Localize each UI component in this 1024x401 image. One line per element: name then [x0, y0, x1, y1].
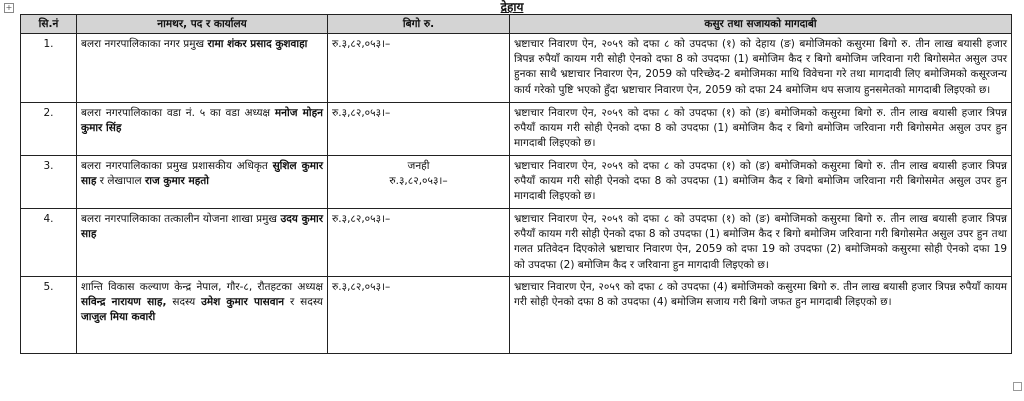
- name-person: उमेश कुमार पासवान: [201, 296, 285, 309]
- table-row: [21, 34, 1012, 103]
- name-person: सुशिल कुमार साह: [81, 160, 323, 188]
- row-amount: [328, 103, 510, 156]
- row-name: [77, 156, 328, 209]
- table-move-handle-icon[interactable]: +: [5, 3, 13, 12]
- row-sn: 4.: [21, 209, 77, 277]
- name-text: बलरा नगरपालिकाका नगर प्रमुख: [81, 38, 205, 50]
- name-text: बलरा नगरपालिकाका वडा नं. ५ का वडा अध्यक्ष: [81, 107, 271, 119]
- header-description: कसुर तथा सजायको मागदाबी: [510, 15, 1012, 34]
- amount-value: रु.३,८२,०५३।–: [332, 107, 391, 119]
- row-sn: 5.: [21, 277, 77, 354]
- amount-value: रु.३,८२,०५३।–: [389, 175, 448, 188]
- row-description: भ्रष्टाचार निवारण ऐन, २०५९ को दफा ८ को उपदफा (१) को देहाय (ङ) बमोजिमको कसुरमा बिगो रु. तीन लाख बयासी हजार त्रिपन्न रुपैयाँ कायम गरी सोही ऐनको दफा 8 को उपदफा (1) बमोजिम कैद र बिगो बमोजिम जरिवाना गरी बिगोसमेत असुल उपर हुनका साथै भ्रष्टाचार निवारण ऐन, 2059 को परिच्छेद-2 बमोजिमका माथि विवेचना गरे तथा मागदावी लिए बमोजिमको कसूरजन्य कार्य गरेको पुष्टि भएको हुँदा भ्रष्टाचार निवारण ऐन, 2059 को दफा 24 बमोजिम थप सजाय हुनसमेतको मागदाबी लिइएको छ।: [510, 34, 1012, 103]
- row-name: [77, 34, 328, 103]
- name-person: राज कुमार महतो: [144, 175, 210, 188]
- table-header-row: [21, 15, 1012, 34]
- table-row: [21, 156, 1012, 209]
- amount-value: रु.३,८२,०५३।–: [332, 213, 391, 225]
- name-text: र लेखापाल: [99, 175, 142, 188]
- name-text: बलरा नगरपालिकाका प्रमुख प्रशासकीय अधिकृत: [81, 160, 268, 172]
- name-person: उदय कुमार साह: [81, 213, 323, 241]
- row-description: भ्रष्टाचार निवारण ऐन, २०५९ को दफा ८ को उपदफा (१) को (ङ) बमोजिमको कसुरमा बिगो रु. तीन लाख बयासी हजार त्रिपन्न रुपैयाँ कायम गरी सोही ऐनको दफा 8 को उपदफा (1) बमोजिम कैद र बिगो बमोजिम जरिवाना गरी बिगोसमेत असुल उपर हुन तथा गलत प्रतिवेदन दिएकोले भ्रष्टाचार निवारण ऐन, 2059 को दफा 19 को उपदफा (2) बमोजिमको कसुरमा सोही ऐनको दफा 19 को उपदफा (2) बमोजिम कैद र जरिवाना हुन मागदावी लिइएको छ।: [510, 209, 1012, 277]
- row-description: भ्रष्टाचार निवारण ऐन, २०५९ को दफा ८ को उपदफा (१) को (ङ) बमोजिमको कसुरमा बिगो रु. तीन लाख बयासी हजार त्रिपन्न रुपैयाँ कायम गरी सोही ऐनको दफा 8 को उपदफा (1) बमोजिम कैद र बिगो बमोजिम जरिवाना गरी बिगोसमेत असुल उपर हुन मागदाबी लिइएको छ।: [510, 103, 1012, 156]
- row-amount: [328, 156, 510, 209]
- amount-value: रु.३,८२,०५३।–: [332, 281, 391, 293]
- row-amount: [328, 34, 510, 103]
- name-text: र सदस्य: [290, 296, 324, 309]
- table-row: [21, 103, 1012, 156]
- row-amount: [328, 209, 510, 277]
- table-row: [21, 209, 1012, 277]
- table-row: [21, 277, 1012, 354]
- header-amount: बिगो रु.: [328, 15, 510, 34]
- name-text: सदस्य: [172, 296, 196, 309]
- page-caption: द्रेहाय: [500, 0, 524, 14]
- name-text: शान्ति विकास कल्याण केन्द्र नेपाल, गौर-८, रौतहटका अध्यक्ष: [81, 281, 323, 293]
- name-person: जाजुल मिया कवारी: [81, 311, 156, 324]
- amount-note: जनही: [407, 160, 430, 172]
- name-person: मनोज मोहन कुमार सिंह: [81, 107, 323, 135]
- amount-value: रु.३,८२,०५३।–: [332, 38, 391, 50]
- row-sn: 3.: [21, 156, 77, 209]
- row-name: [77, 103, 328, 156]
- name-text: बलरा नगरपालिकाका तत्कालीन योजना शाखा प्रमुख: [81, 213, 277, 225]
- name-person: सविन्द्र नारायण साह,: [81, 296, 167, 309]
- row-sn: 1.: [21, 34, 77, 103]
- row-amount: [328, 277, 510, 354]
- row-sn: 2.: [21, 103, 77, 156]
- row-name: [77, 277, 328, 354]
- row-description: भ्रष्टाचार निवारण ऐन, २०५९ को दफा ८ को उपदफा (१) को (ङ) बमोजिमको कसुरमा बिगो रु. तीन लाख बयासी हजार त्रिपन्न रुपैयाँ कायम गरी सोही ऐनको दफा 8 को उपदफा (1) बमोजिम कैद र बिगो बमोजिम जरिवाना गरी बिगोसमेत असुल उपर हुन मागदाबी लिइएको छ।: [510, 156, 1012, 209]
- header-sn: सि.नं: [21, 15, 77, 34]
- header-name: नामथर, पद र कार्यालय: [77, 15, 328, 34]
- row-description: भ्रष्टाचार निवारण ऐन, २०५९ को दफा ८ को उपदफा (4) बमोजिमको कसुरमा बिगो रु. तीन लाख बयासी हजार त्रिपन्न रुपैयाँ कायम गरी सोही ऐनको दफा 8 को उपदफा (4) बमोजिम सजाय गरी बिगो जफत हुन मागदाबी लिइएको छ।: [510, 277, 1012, 354]
- end-of-cell-marker: [1013, 382, 1022, 391]
- name-person: रामा शंकर प्रसाद कुशवाहा: [207, 38, 308, 50]
- row-name: [77, 209, 328, 277]
- charges-table: [20, 14, 1012, 354]
